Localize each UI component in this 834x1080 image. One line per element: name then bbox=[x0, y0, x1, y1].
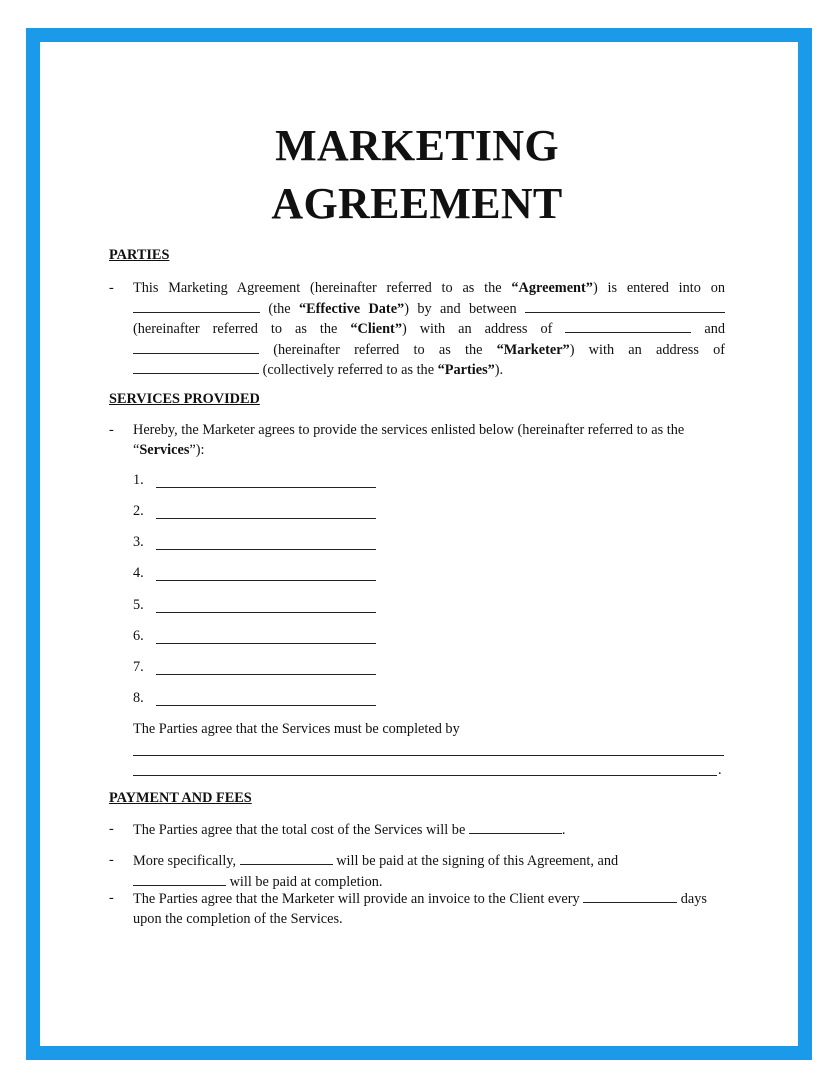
payment-split-clause bbox=[109, 851, 725, 892]
completion-blank-1[interactable] bbox=[133, 755, 724, 756]
marketer-name-blank[interactable] bbox=[133, 340, 259, 354]
title-line-2: AGREEMENT bbox=[271, 179, 563, 228]
payment-total-clause bbox=[109, 820, 725, 841]
payment-split-text: More specifically, will be paid at the signing of this Agreement, and will be paid at completion. bbox=[133, 853, 619, 890]
document-title bbox=[109, 117, 725, 233]
service-blank[interactable] bbox=[156, 518, 376, 519]
bullet-dash: - bbox=[109, 852, 114, 868]
parties-heading: PARTIES bbox=[109, 247, 170, 263]
payment-invoice-clause bbox=[109, 889, 725, 929]
services-text: Hereby, the Marketer agrees to provide the services enlisted below (hereinafter referred to as the “Services”): bbox=[133, 422, 685, 458]
parties-text: This Marketing Agreement (hereinafter referred to as the “Agreement”) is entered into on (the “Effective Date”) by and between (hereinafter referred to as the “Client”) with an address of and (hereinafter referred to as the “Marketer”) with an address of (collectively referred to as the “Parties”). bbox=[133, 280, 726, 379]
completion-text: The Parties agree that the Services must be completed by bbox=[133, 721, 460, 737]
payment-invoice-text: The Parties agree that the Marketer will provide an invoice to the Client every days upon the completion of the Services. bbox=[133, 891, 707, 927]
service-blank[interactable] bbox=[156, 487, 376, 488]
invoice-interval-blank[interactable] bbox=[583, 889, 677, 903]
signing-amount-blank[interactable] bbox=[240, 851, 333, 865]
completion-period: . bbox=[718, 762, 722, 778]
service-blank[interactable] bbox=[156, 643, 376, 644]
completion-blank-2[interactable] bbox=[133, 775, 717, 776]
title-line-1: MARKETING bbox=[275, 121, 559, 170]
completion-amount-blank[interactable] bbox=[133, 872, 226, 886]
service-blank[interactable] bbox=[156, 674, 376, 675]
service-blank[interactable] bbox=[156, 549, 376, 550]
client-name-blank[interactable] bbox=[525, 299, 725, 313]
payment-heading: PAYMENT AND FEES bbox=[109, 790, 252, 806]
client-address-blank[interactable] bbox=[565, 319, 691, 333]
bullet-dash: - bbox=[109, 422, 114, 438]
date-blank[interactable] bbox=[133, 299, 260, 313]
service-blank[interactable] bbox=[156, 705, 376, 706]
service-blank[interactable] bbox=[156, 612, 376, 613]
service-blank[interactable] bbox=[156, 580, 376, 581]
bullet-dash: - bbox=[109, 890, 114, 906]
total-cost-blank[interactable] bbox=[469, 820, 562, 834]
services-clause bbox=[109, 421, 725, 460]
bullet-dash: - bbox=[109, 821, 114, 837]
services-heading: SERVICES PROVIDED bbox=[109, 391, 260, 407]
bullet-dash: - bbox=[109, 280, 114, 296]
parties-clause bbox=[109, 279, 725, 381]
payment-total-text: The Parties agree that the total cost of the Services will be . bbox=[133, 822, 566, 838]
marketer-address-blank[interactable] bbox=[133, 360, 259, 374]
